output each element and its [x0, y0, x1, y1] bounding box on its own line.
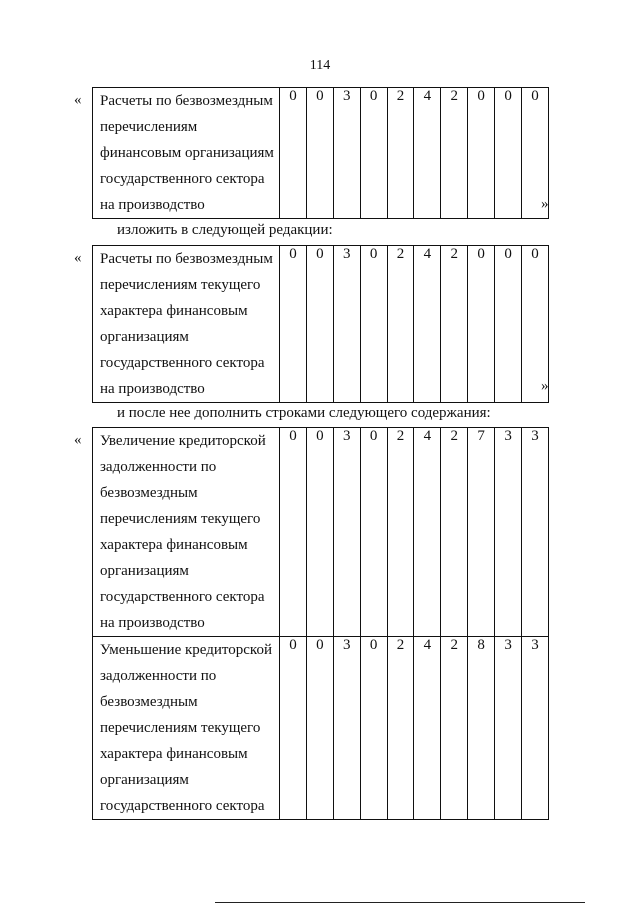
- code-digit-cell: 2: [387, 88, 414, 219]
- code-digit-cell: 0: [468, 88, 495, 219]
- code-digit-cell: 4: [414, 246, 441, 403]
- code-digit-cell: 0: [495, 88, 522, 219]
- code-digit-cell: 0: [360, 428, 387, 637]
- row-name-line: характера финансовым: [100, 537, 248, 553]
- code-digit-cell: 0: [468, 246, 495, 403]
- code-digit-cell: 3: [333, 428, 360, 637]
- code-digit-cell: 0: [280, 637, 307, 820]
- code-digit-cell: 2: [441, 246, 468, 403]
- code-digit-cell: 8: [468, 637, 495, 820]
- code-digit-cell: 3: [495, 637, 522, 820]
- open-quote: «: [74, 250, 82, 266]
- code-digit-cell: 2: [441, 428, 468, 637]
- code-digit-cell: 0: [280, 88, 307, 219]
- code-digit-cell: 2: [441, 88, 468, 219]
- open-quote: «: [74, 432, 82, 448]
- row-name-line: перечислениям текущего: [100, 277, 261, 293]
- row-name-line: Увеличение кредиторской: [100, 433, 266, 449]
- code-digit-cell: 0: [360, 88, 387, 219]
- code-digit-cell: 2: [441, 637, 468, 820]
- code-digit-cell: 0: [360, 637, 387, 820]
- code-digit-cell: 0: [522, 88, 549, 219]
- row-name-line: государственного сектора: [100, 355, 265, 371]
- bottom-rule: [215, 902, 585, 903]
- code-digit-cell: 0: [306, 428, 333, 637]
- table-row: [93, 428, 549, 637]
- code-digit-cell: 0: [280, 428, 307, 637]
- code-table-2: [92, 245, 549, 403]
- row-name-cell: [93, 428, 280, 637]
- code-digit-cell: 3: [333, 246, 360, 403]
- code-digit-cell: 3: [333, 88, 360, 219]
- row-name-line: финансовым организациям: [100, 145, 274, 161]
- row-name-line: характера финансовым: [100, 303, 248, 319]
- add-instruction: и после нее дополнить строками следующего содержания:: [117, 405, 491, 421]
- code-digit-cell: 2: [387, 246, 414, 403]
- row-name-line: Расчеты по безвозмездным: [100, 251, 273, 267]
- row-name-line: государственного сектора: [100, 589, 265, 605]
- code-digit-cell: 4: [414, 88, 441, 219]
- code-table-3: [92, 427, 549, 820]
- row-name-line: перечислениям текущего: [100, 511, 261, 527]
- row-name-cell: [93, 246, 280, 403]
- code-digit-cell: 3: [522, 637, 549, 820]
- row-name-line: перечислениям: [100, 119, 198, 135]
- code-digit-cell: 0: [306, 88, 333, 219]
- table-row: [93, 246, 549, 403]
- code-digit-cell: 2: [387, 428, 414, 637]
- code-digit-cell: 3: [495, 428, 522, 637]
- row-name-line: характера финансовым: [100, 746, 248, 762]
- row-name-line: на производство: [100, 381, 205, 397]
- table-row: [93, 88, 549, 219]
- code-table-1: [92, 87, 549, 219]
- close-quote: »: [541, 196, 549, 212]
- row-name-line: организациям: [100, 563, 189, 579]
- code-digit-cell: 4: [414, 637, 441, 820]
- row-name-line: безвозмездным: [100, 485, 198, 501]
- code-digit-cell: 0: [495, 246, 522, 403]
- code-digit-cell: 2: [387, 637, 414, 820]
- code-digit-cell: 0: [522, 246, 549, 403]
- row-name-line: на производство: [100, 197, 205, 213]
- row-name-line: задолженности по: [100, 668, 217, 684]
- row-name-line: безвозмездным: [100, 694, 198, 710]
- code-digit-cell: 0: [306, 637, 333, 820]
- code-digit-cell: 3: [522, 428, 549, 637]
- code-digit-cell: 0: [360, 246, 387, 403]
- row-name-line: государственного сектора: [100, 798, 265, 814]
- close-quote: »: [541, 378, 549, 394]
- row-name-line: перечислениям текущего: [100, 720, 261, 736]
- row-name-cell: [93, 637, 280, 820]
- row-name-line: организациям: [100, 329, 189, 345]
- code-digit-cell: 4: [414, 428, 441, 637]
- code-digit-cell: 7: [468, 428, 495, 637]
- row-name-cell: [93, 88, 280, 219]
- row-name-line: Расчеты по безвозмездным: [100, 93, 273, 109]
- edit-instruction: изложить в следующей редакции:: [117, 222, 333, 238]
- row-name-line: Уменьшение кредиторской: [100, 642, 272, 658]
- row-name-line: организациям: [100, 772, 189, 788]
- table-row: [93, 637, 549, 820]
- row-name-line: задолженности по: [100, 459, 217, 475]
- code-digit-cell: 3: [333, 637, 360, 820]
- code-digit-cell: 0: [280, 246, 307, 403]
- page-number: 114: [309, 58, 331, 73]
- open-quote: «: [74, 92, 82, 108]
- row-name-line: государственного сектора: [100, 171, 265, 187]
- row-name-line: на производство: [100, 615, 205, 631]
- code-digit-cell: 0: [306, 246, 333, 403]
